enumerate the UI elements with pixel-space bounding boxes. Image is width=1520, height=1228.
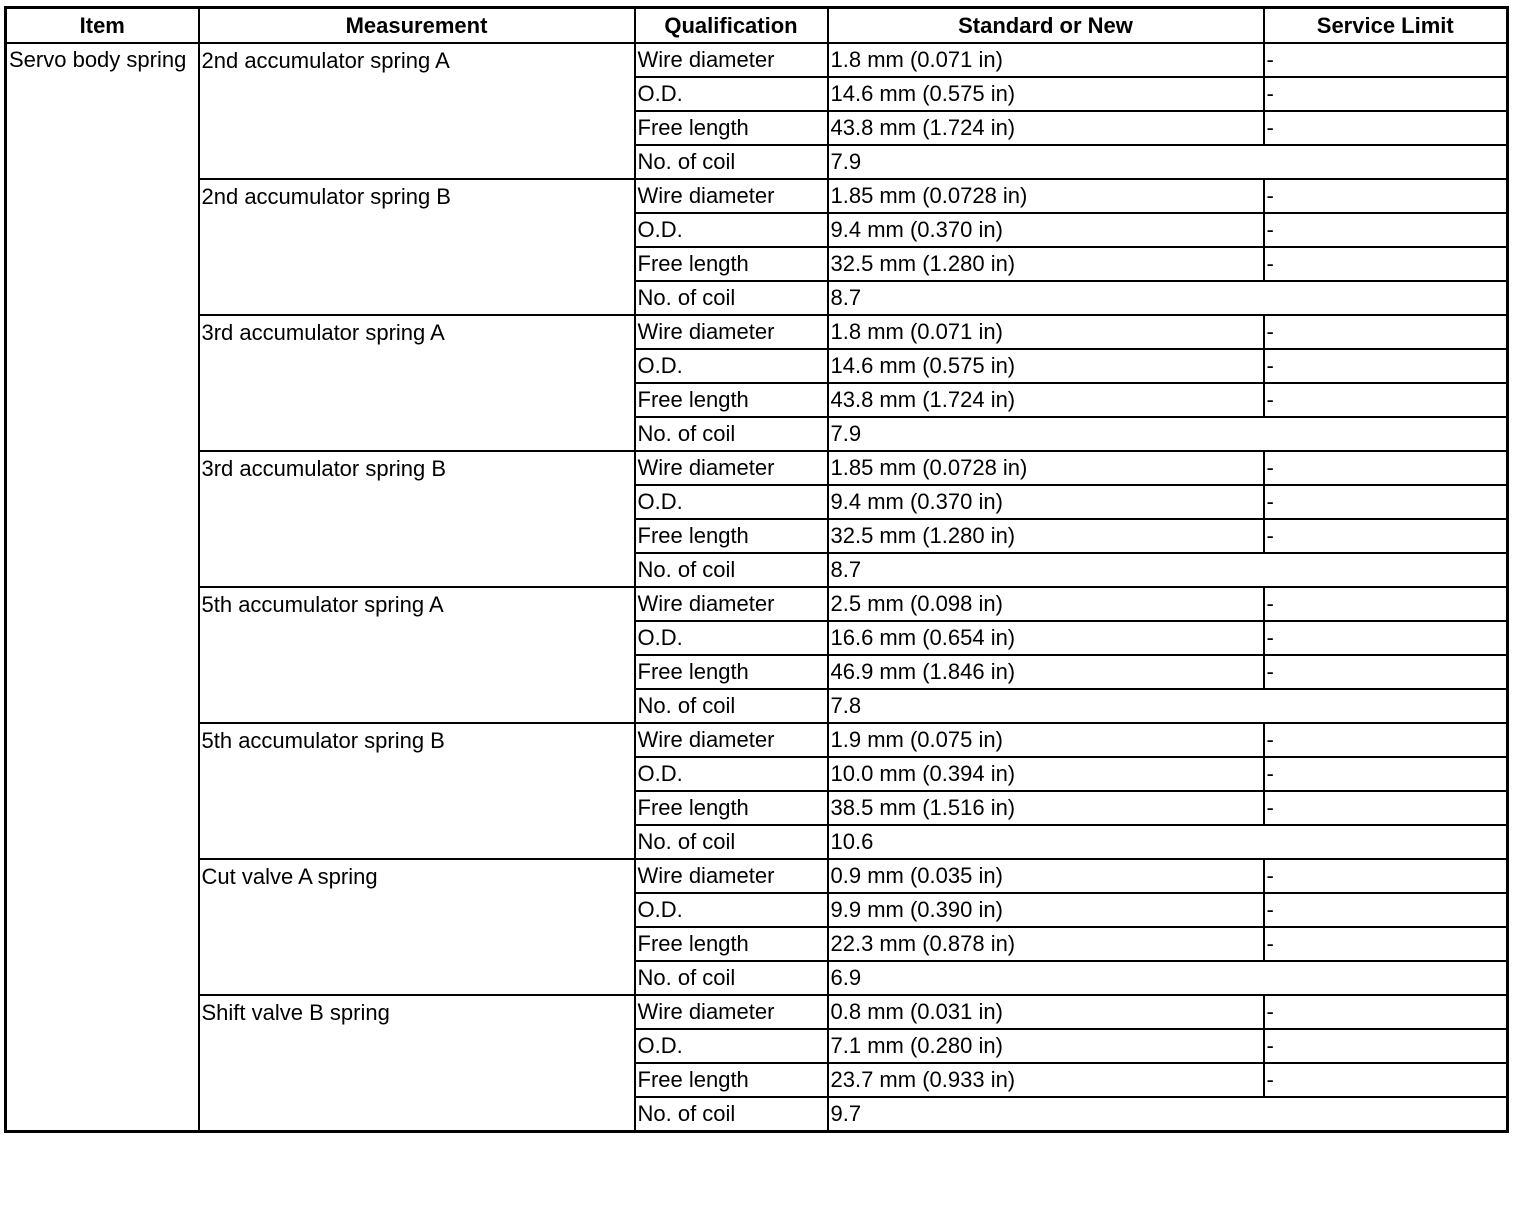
standard-cell: 1.8 mm (0.071 in)	[828, 43, 1264, 77]
standard-cell: 9.7	[828, 1097, 1508, 1132]
service-limit-cell: -	[1264, 655, 1508, 689]
standard-cell: 32.5 mm (1.280 in)	[828, 247, 1264, 281]
standard-cell: 38.5 mm (1.516 in)	[828, 791, 1264, 825]
service-limit-cell: -	[1264, 587, 1508, 621]
service-limit-cell: -	[1264, 1063, 1508, 1097]
service-limit-cell: -	[1264, 791, 1508, 825]
standard-cell: 10.6	[828, 825, 1508, 859]
service-limit-cell: -	[1264, 723, 1508, 757]
standard-cell: 7.1 mm (0.280 in)	[828, 1029, 1264, 1063]
service-limit-cell: -	[1264, 621, 1508, 655]
standard-cell: 0.9 mm (0.035 in)	[828, 859, 1264, 893]
standard-cell: 9.4 mm (0.370 in)	[828, 213, 1264, 247]
header-qualification: Qualification	[635, 8, 828, 44]
standard-cell: 0.8 mm (0.031 in)	[828, 995, 1264, 1029]
qualification-cell: Free length	[635, 655, 828, 689]
service-limit-cell: -	[1264, 1029, 1508, 1063]
header-standard: Standard or New	[828, 8, 1264, 44]
table-row	[6, 859, 1508, 893]
service-limit-cell: -	[1264, 893, 1508, 927]
measurement-cell: 3rd accumulator spring B	[199, 451, 635, 587]
qualification-cell: No. of coil	[635, 145, 828, 179]
table-row	[6, 43, 1508, 77]
qualification-cell: O.D.	[635, 893, 828, 927]
qualification-cell: Wire diameter	[635, 859, 828, 893]
qualification-cell: No. of coil	[635, 281, 828, 315]
standard-cell: 10.0 mm (0.394 in)	[828, 757, 1264, 791]
service-limit-cell: -	[1264, 179, 1508, 213]
measurement-cell: 5th accumulator spring B	[199, 723, 635, 859]
service-limit-cell: -	[1264, 485, 1508, 519]
service-limit-cell: -	[1264, 757, 1508, 791]
standard-cell: 7.9	[828, 417, 1508, 451]
standard-cell: 14.6 mm (0.575 in)	[828, 349, 1264, 383]
header-measurement: Measurement	[199, 8, 635, 44]
standard-cell: 14.6 mm (0.575 in)	[828, 77, 1264, 111]
standard-cell: 9.9 mm (0.390 in)	[828, 893, 1264, 927]
qualification-cell: No. of coil	[635, 825, 828, 859]
standard-cell: 1.8 mm (0.071 in)	[828, 315, 1264, 349]
qualification-cell: O.D.	[635, 621, 828, 655]
qualification-cell: Wire diameter	[635, 315, 828, 349]
qualification-cell: Wire diameter	[635, 451, 828, 485]
service-limit-cell: -	[1264, 519, 1508, 553]
service-limit-cell: -	[1264, 451, 1508, 485]
service-limit-cell: -	[1264, 927, 1508, 961]
qualification-cell: No. of coil	[635, 553, 828, 587]
table-row	[6, 995, 1508, 1029]
header-row	[6, 8, 1508, 44]
qualification-cell: No. of coil	[635, 689, 828, 723]
measurement-cell: 5th accumulator spring A	[199, 587, 635, 723]
qualification-cell: Free length	[635, 927, 828, 961]
qualification-cell: Wire diameter	[635, 179, 828, 213]
standard-cell: 22.3 mm (0.878 in)	[828, 927, 1264, 961]
qualification-cell: Wire diameter	[635, 43, 828, 77]
measurement-cell: Shift valve B spring	[199, 995, 635, 1132]
qualification-cell: Free length	[635, 111, 828, 145]
service-limit-cell: -	[1264, 859, 1508, 893]
qualification-cell: No. of coil	[635, 417, 828, 451]
table-row	[6, 315, 1508, 349]
qualification-cell: O.D.	[635, 213, 828, 247]
qualification-cell: O.D.	[635, 349, 828, 383]
standard-cell: 1.85 mm (0.0728 in)	[828, 451, 1264, 485]
measurement-cell: Cut valve A spring	[199, 859, 635, 995]
qualification-cell: No. of coil	[635, 961, 828, 995]
service-limit-cell: -	[1264, 315, 1508, 349]
qualification-cell: Free length	[635, 1063, 828, 1097]
measurement-cell: 2nd accumulator spring A	[199, 43, 635, 179]
table-body	[6, 43, 1508, 1132]
item-cell: Servo body spring	[6, 43, 199, 1132]
table-row	[6, 451, 1508, 485]
table-row	[6, 723, 1508, 757]
standard-cell: 8.7	[828, 281, 1508, 315]
qualification-cell: Free length	[635, 247, 828, 281]
qualification-cell: O.D.	[635, 485, 828, 519]
standard-cell: 2.5 mm (0.098 in)	[828, 587, 1264, 621]
measurement-cell: 3rd accumulator spring A	[199, 315, 635, 451]
spec-table	[4, 6, 1509, 1133]
standard-cell: 8.7	[828, 553, 1508, 587]
qualification-cell: Wire diameter	[635, 995, 828, 1029]
qualification-cell: O.D.	[635, 1029, 828, 1063]
service-limit-cell: -	[1264, 213, 1508, 247]
qualification-cell: Wire diameter	[635, 723, 828, 757]
qualification-cell: Wire diameter	[635, 587, 828, 621]
standard-cell: 6.9	[828, 961, 1508, 995]
service-limit-cell: -	[1264, 349, 1508, 383]
standard-cell: 9.4 mm (0.370 in)	[828, 485, 1264, 519]
service-limit-cell: -	[1264, 111, 1508, 145]
table-row	[6, 587, 1508, 621]
service-limit-cell: -	[1264, 77, 1508, 111]
qualification-cell: Free length	[635, 519, 828, 553]
qualification-cell: No. of coil	[635, 1097, 828, 1132]
table-header	[6, 8, 1508, 44]
service-limit-cell: -	[1264, 383, 1508, 417]
measurement-cell: 2nd accumulator spring B	[199, 179, 635, 315]
service-limit-cell: -	[1264, 247, 1508, 281]
standard-cell: 46.9 mm (1.846 in)	[828, 655, 1264, 689]
table-row	[6, 179, 1508, 213]
standard-cell: 43.8 mm (1.724 in)	[828, 111, 1264, 145]
header-item: Item	[6, 8, 199, 44]
qualification-cell: Free length	[635, 383, 828, 417]
qualification-cell: Free length	[635, 791, 828, 825]
standard-cell: 43.8 mm (1.724 in)	[828, 383, 1264, 417]
standard-cell: 23.7 mm (0.933 in)	[828, 1063, 1264, 1097]
standard-cell: 32.5 mm (1.280 in)	[828, 519, 1264, 553]
qualification-cell: O.D.	[635, 757, 828, 791]
standard-cell: 1.9 mm (0.075 in)	[828, 723, 1264, 757]
standard-cell: 1.85 mm (0.0728 in)	[828, 179, 1264, 213]
service-limit-cell: -	[1264, 43, 1508, 77]
service-limit-cell: -	[1264, 995, 1508, 1029]
standard-cell: 16.6 mm (0.654 in)	[828, 621, 1264, 655]
qualification-cell: O.D.	[635, 77, 828, 111]
standard-cell: 7.8	[828, 689, 1508, 723]
standard-cell: 7.9	[828, 145, 1508, 179]
header-service-limit: Service Limit	[1264, 8, 1508, 44]
